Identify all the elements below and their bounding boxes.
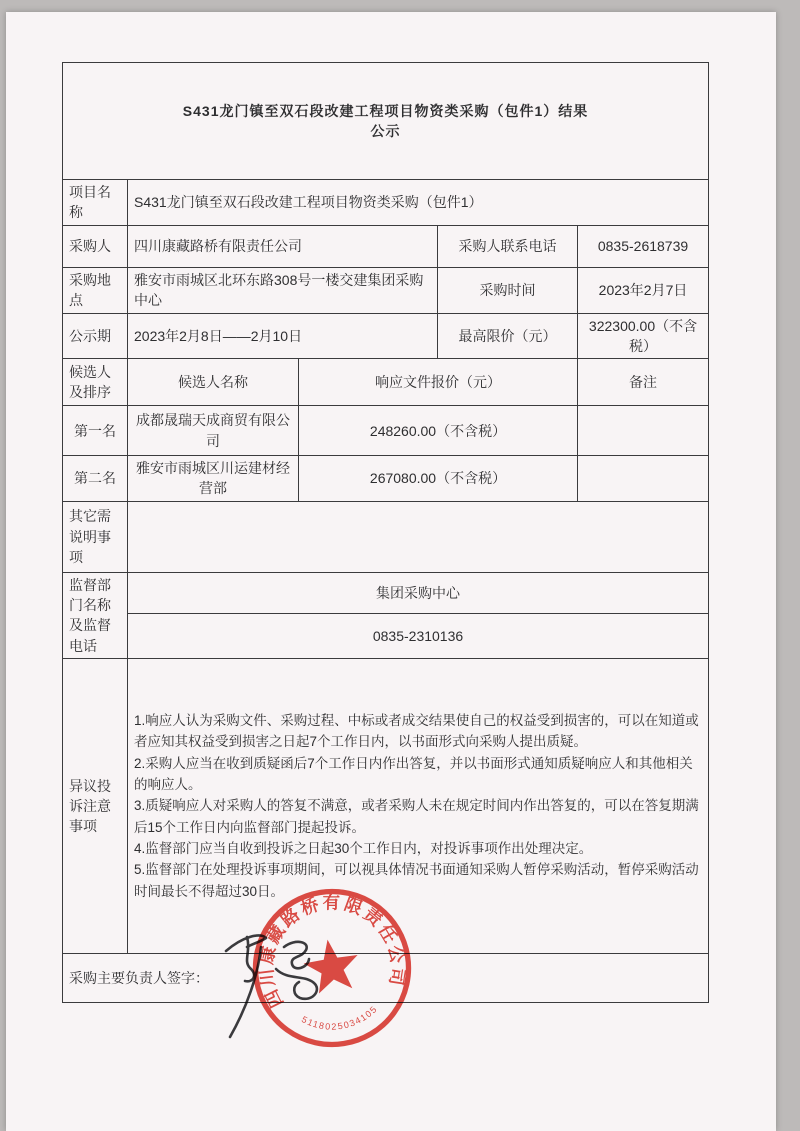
project-name-value: S431龙门镇至双石段改建工程项目物资类采购（包件1） xyxy=(128,180,709,226)
purchaser-label: 采购人 xyxy=(63,225,128,267)
candidates-rank-header: 候选人及排序 xyxy=(63,359,128,406)
supervision-phone-row xyxy=(63,613,709,658)
signature-label: 采购主要负责人签字： xyxy=(69,969,209,986)
procurement-result-table xyxy=(62,62,709,1003)
document-title xyxy=(63,63,709,180)
project-name-label: 项目名称 xyxy=(63,180,128,226)
document-title-line1: S431龙门镇至双石段改建工程项目物资类采购（包件1）结果 xyxy=(182,102,589,119)
location-row xyxy=(63,267,709,313)
objection-item-2: 2.采购人应当在收到质疑函后7个工作日内作出答复，并以书面形式通知质疑响应人和其他相关的响应人。 xyxy=(134,755,693,792)
document-title-line2: 公示 xyxy=(370,123,401,139)
candidate-1-name: 成都晟瑞天成商贸有限公司 xyxy=(128,406,299,456)
supervision-department: 集团采购中心 xyxy=(128,572,709,613)
candidate-2-name: 雅安市雨城区川运建材经营部 xyxy=(128,456,299,502)
candidates-bid-header: 响应文件报价（元） xyxy=(299,359,578,406)
max-price-value: 322300.00（不含税） xyxy=(578,313,709,359)
time-label: 采购时间 xyxy=(438,267,578,313)
project-name-row xyxy=(63,180,709,226)
other-notes-row xyxy=(63,501,709,572)
objection-item-4: 4.监督部门应当自收到投诉之日起30个工作日内，对投诉事项作出处理决定。 xyxy=(134,840,593,856)
supervision-label: 监督部门名称及监督电话 xyxy=(63,572,128,658)
candidate-row-1 xyxy=(63,406,709,456)
publicity-period-row xyxy=(63,313,709,359)
other-notes-label: 其它需说明事项 xyxy=(63,501,128,572)
purchaser-phone-value: 0835-2618739 xyxy=(578,225,709,267)
purchaser-value: 四川康藏路桥有限责任公司 xyxy=(128,225,438,267)
max-price-label: 最高限价（元） xyxy=(438,313,578,359)
location-value: 雅安市雨城区北环东路308号一楼交建集团采购中心 xyxy=(128,267,438,313)
publicity-period-value: 2023年2月8日——2月10日 xyxy=(128,313,438,359)
title-row xyxy=(63,63,709,180)
objection-label: 异议投诉注意事项 xyxy=(63,658,128,953)
candidate-row-2 xyxy=(63,456,709,502)
stamp-company-name: 四川康藏路桥有限责任公司 xyxy=(255,892,409,1011)
candidates-name-header: 候选人名称 xyxy=(128,359,299,406)
supervision-phone: 0835-2310136 xyxy=(128,613,709,658)
supervision-dept-row xyxy=(63,572,709,613)
candidate-2-remark xyxy=(578,456,709,502)
document-page xyxy=(6,12,776,1131)
publicity-period-label: 公示期 xyxy=(63,313,128,359)
objection-item-3: 3.质疑响应人对采购人的答复不满意，或者采购人未在规定时间内作出答复的，可以在答复期满后15个工作日内向监督部门提起投诉。 xyxy=(134,798,699,835)
location-label: 采购地点 xyxy=(63,267,128,313)
candidate-1-remark xyxy=(578,406,709,456)
stamp-registration-number: 5118025034105 xyxy=(299,1003,380,1032)
objection-notes xyxy=(128,658,709,953)
objection-item-5: 5.监督部门在处理投诉事项期间，可以视具体情况书面通知采购人暂停采购活动，暂停采购活动时间最长不得超过30日。 xyxy=(134,862,699,899)
purchaser-phone-label: 采购人联系电话 xyxy=(438,225,578,267)
candidate-2-rank: 第二名 xyxy=(63,456,128,502)
time-value: 2023年2月7日 xyxy=(578,267,709,313)
stamp-star-icon xyxy=(301,935,363,995)
candidate-1-bid: 248260.00（不含税） xyxy=(299,406,578,456)
candidate-2-bid: 267080.00（不含税） xyxy=(299,456,578,502)
other-notes-value xyxy=(128,501,709,572)
company-stamp xyxy=(247,883,417,1053)
candidate-1-rank: 第一名 xyxy=(63,406,128,456)
purchaser-row xyxy=(63,225,709,267)
candidates-remark-header: 备注 xyxy=(578,359,709,406)
candidates-header-row xyxy=(63,359,709,406)
objection-item-1: 1.响应人认为采购文件、采购过程、中标或者成交结果使自己的权益受到损害的，可以在知道或者应知其权益受到损害之日起7个工作日内，以书面形式向采购人提出质疑。 xyxy=(134,712,699,750)
